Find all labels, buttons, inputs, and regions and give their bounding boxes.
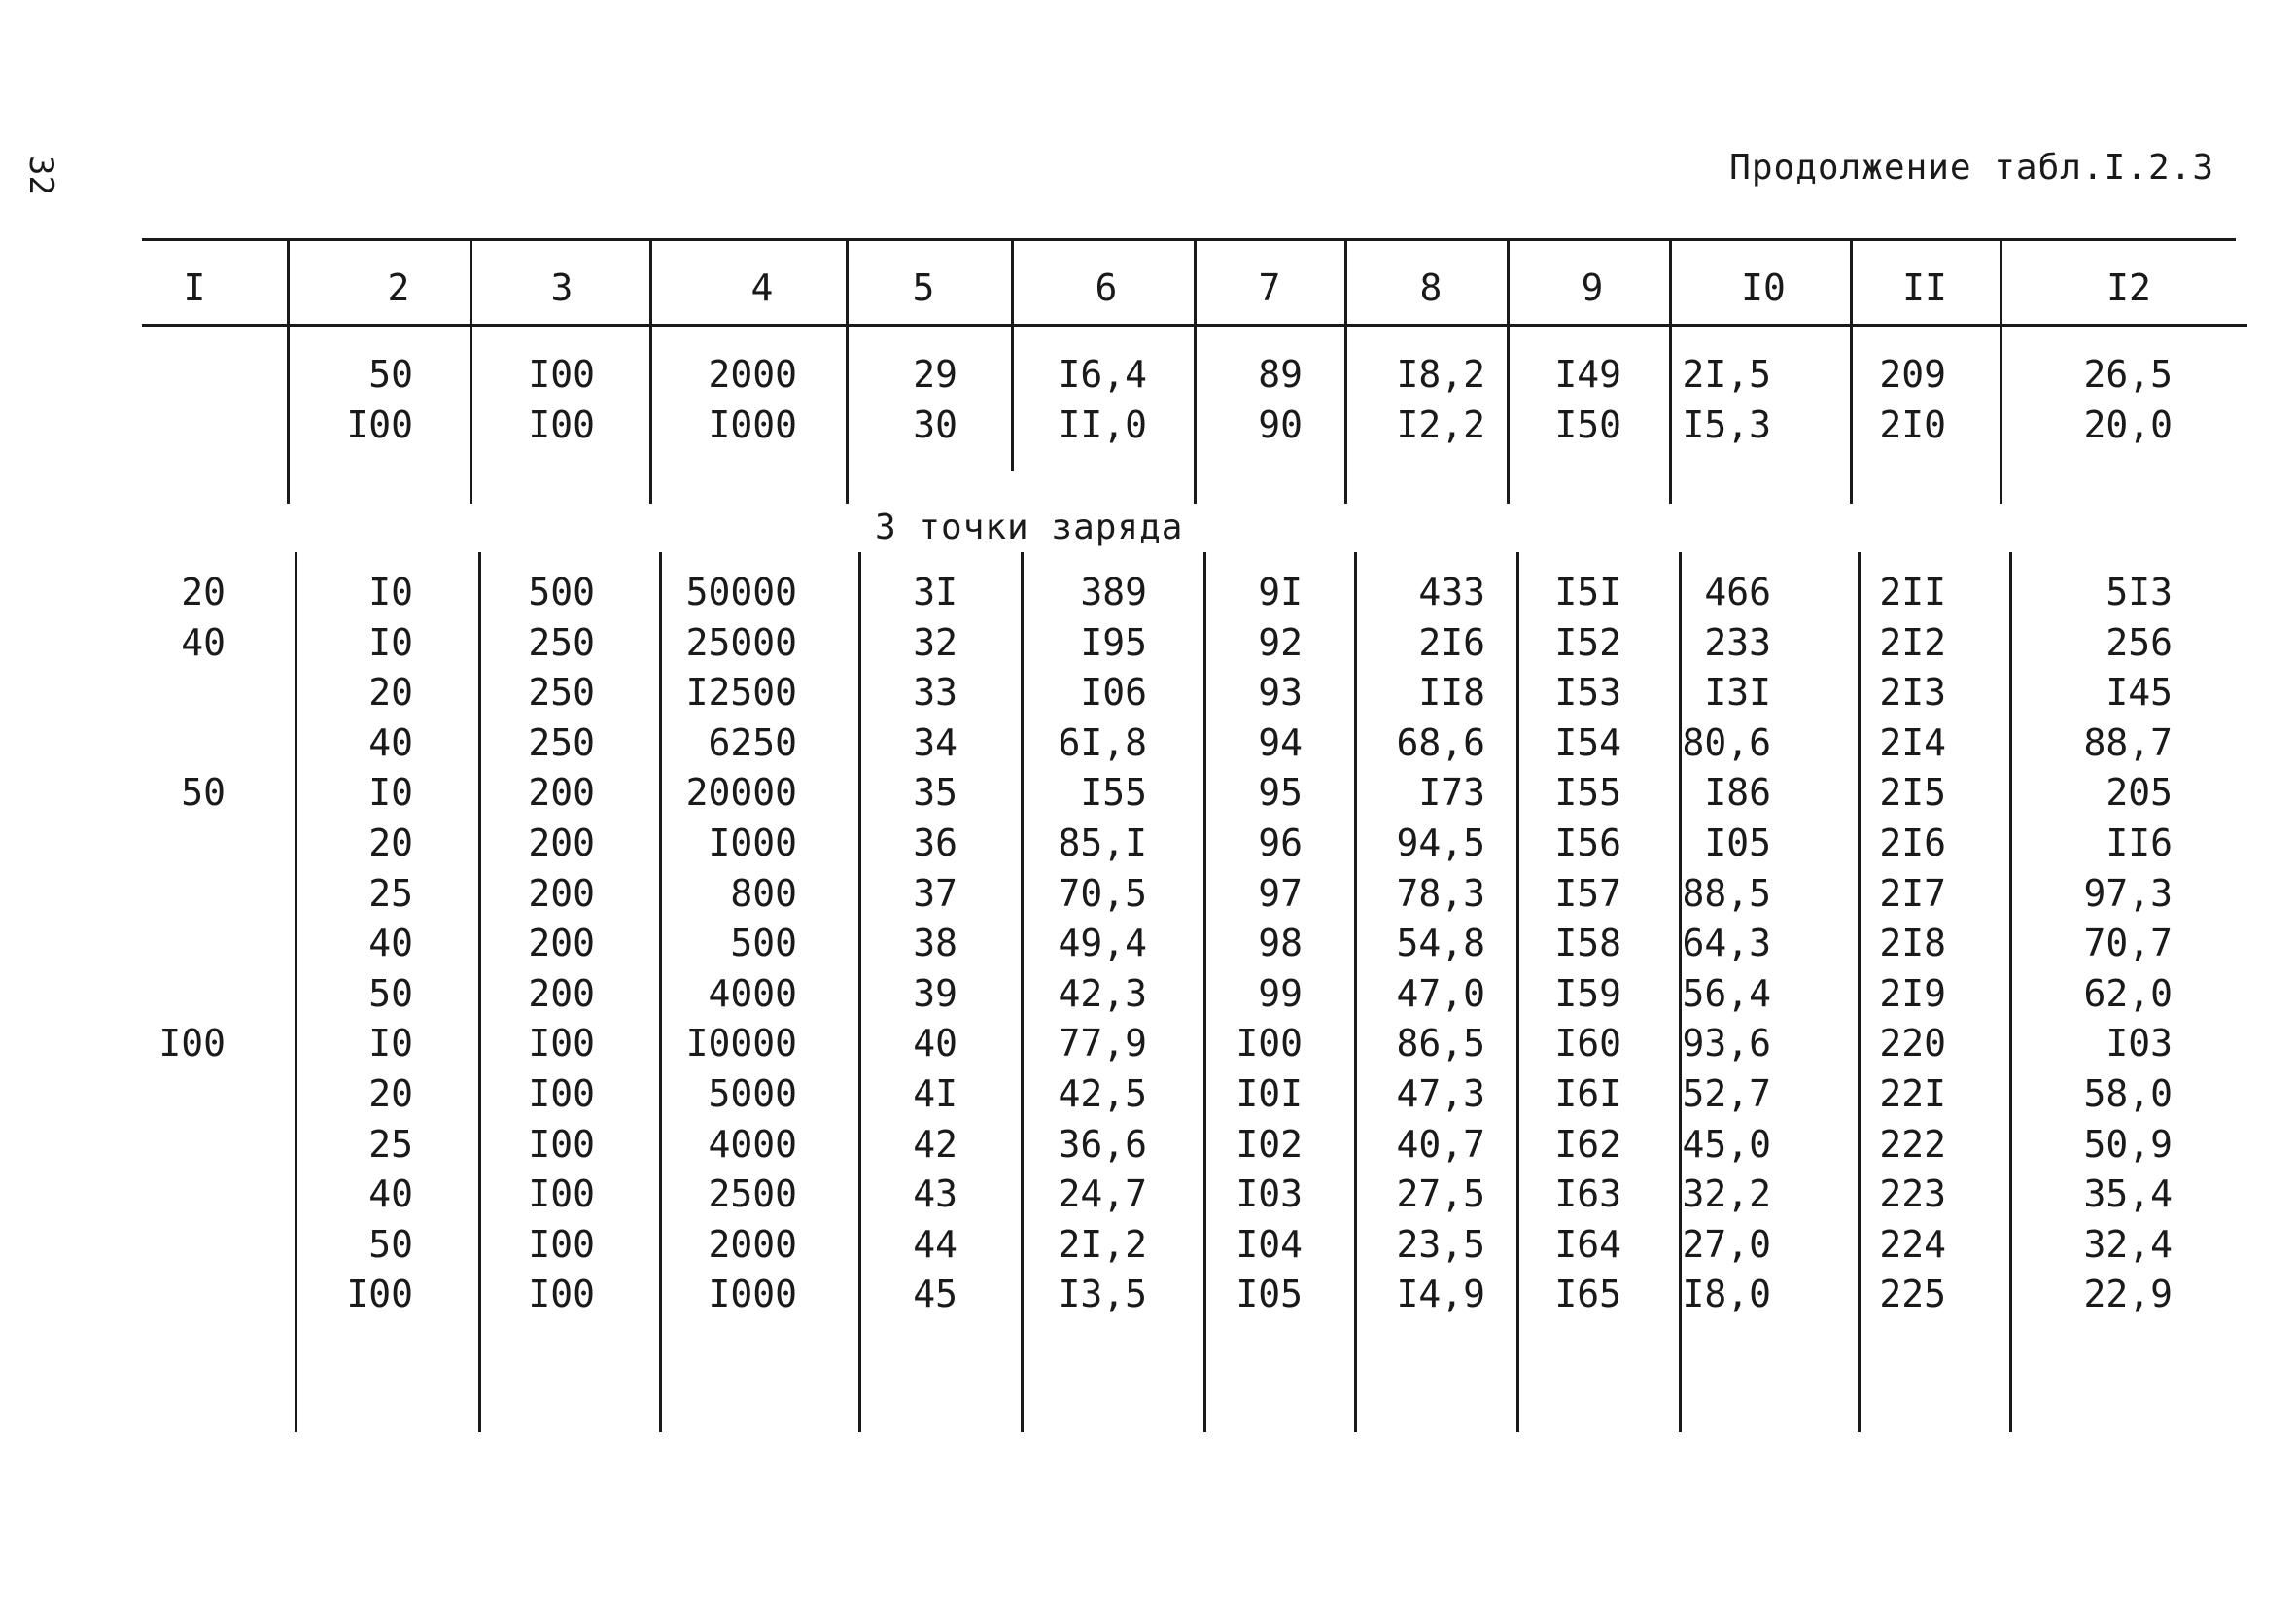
table-cell: 70,5 <box>1058 871 1147 915</box>
table-cell: I0 <box>368 620 413 664</box>
table-cell: 30 <box>913 403 957 446</box>
table-cell: I000 <box>708 821 797 864</box>
table-cell: I0000 <box>685 1022 797 1066</box>
table-cell: 4000 <box>708 1122 797 1166</box>
table-cell: 39 <box>913 971 957 1015</box>
table-cell: I00 <box>528 1273 595 1316</box>
header-cell: I <box>183 266 206 309</box>
table-cell: I57 <box>1554 871 1621 915</box>
table-cell: I55 <box>1080 771 1147 815</box>
table-cell: II6 <box>2105 821 2173 864</box>
table-cell: 34 <box>913 720 957 764</box>
table-cell: 42,5 <box>1058 1072 1147 1115</box>
table-cell: 2000 <box>708 1222 797 1266</box>
table-cell: 35,4 <box>2083 1172 2173 1216</box>
table-cell: I8,0 <box>1682 1273 1771 1316</box>
table-cell: 52,7 <box>1682 1072 1771 1115</box>
table-top-rule <box>142 238 2236 241</box>
table-cell: 200 <box>528 922 595 965</box>
table-cell: 2I0 <box>1879 403 1946 446</box>
table-cell: 70,7 <box>2083 922 2173 965</box>
table-cell: I2500 <box>685 671 797 715</box>
table-cell: I0 <box>368 771 413 815</box>
table-cell: I04 <box>1235 1222 1303 1266</box>
table-cell: 20 <box>368 671 413 715</box>
table-cell: I8,2 <box>1396 353 1485 396</box>
table-cell: 200 <box>528 771 595 815</box>
table-cell: I00 <box>1235 1022 1303 1066</box>
table-cell: 2000 <box>708 353 797 396</box>
table-cell: I03 <box>1235 1172 1303 1216</box>
table-cell: 222 <box>1879 1122 1946 1166</box>
column-divider <box>1203 552 1206 1432</box>
table-cell: I49 <box>1554 353 1621 396</box>
header-cell: 6 <box>1095 266 1118 309</box>
table-cell: I00 <box>346 1273 413 1316</box>
table-cell: I50 <box>1554 403 1621 446</box>
table-cell: 500 <box>528 571 595 613</box>
table-caption: Продолжение табл.I.2.3 <box>1729 148 2214 188</box>
table-cell: I2,2 <box>1396 403 1485 446</box>
table-cell: I05 <box>1235 1273 1303 1316</box>
table-cell: 223 <box>1879 1172 1946 1216</box>
table-cell: 25000 <box>685 620 797 664</box>
table-cell: 99 <box>1258 971 1303 1015</box>
table-cell: I000 <box>708 1273 797 1316</box>
table-cell: 35 <box>913 771 957 815</box>
table-cell: I00 <box>528 1022 595 1066</box>
table-cell: 800 <box>730 871 797 915</box>
header-cell: 2 <box>387 266 410 309</box>
table-cell: II,0 <box>1058 403 1147 446</box>
table-cell: 20000 <box>685 771 797 815</box>
header-cell: II <box>1902 266 1947 309</box>
table-cell: I52 <box>1554 620 1621 664</box>
table-cell: I00 <box>528 353 595 396</box>
table-cell: I64 <box>1554 1222 1621 1266</box>
column-divider <box>295 552 297 1432</box>
table-cell: 433 <box>1418 571 1485 613</box>
table-cell: 40 <box>913 1022 957 1066</box>
table-cell: 2I5 <box>1879 771 1946 815</box>
table-cell: 4I <box>913 1072 957 1115</box>
table-cell: 26,5 <box>2083 353 2173 396</box>
column-divider <box>2009 552 2012 1432</box>
table-cell: 20,0 <box>2083 403 2173 446</box>
table-cell: I60 <box>1554 1022 1621 1066</box>
table-cell: 97 <box>1258 871 1303 915</box>
table-cell: I58 <box>1554 922 1621 965</box>
column-divider <box>1858 552 1861 1432</box>
header-cell: I2 <box>2106 266 2151 309</box>
table-cell: 2I9 <box>1879 971 1946 1015</box>
table-cell: 32,4 <box>2083 1222 2173 1266</box>
table-cell: 2I3 <box>1879 671 1946 715</box>
table-cell: I6I <box>1554 1072 1621 1115</box>
table-cell: I00 <box>528 1172 595 1216</box>
table-cell: 88,7 <box>2083 720 2173 764</box>
table-cell: I55 <box>1554 771 1621 815</box>
table-cell: 2500 <box>708 1172 797 1216</box>
table-cell: 33 <box>913 671 957 715</box>
column-divider <box>1516 552 1519 1432</box>
table-cell: 27,5 <box>1396 1172 1485 1216</box>
table-cell: 2I4 <box>1879 720 1946 764</box>
table-cell: 2I7 <box>1879 871 1946 915</box>
table-cell: 2I6 <box>1418 620 1485 664</box>
table-cell: 93,6 <box>1682 1022 1771 1066</box>
table-cell: 200 <box>528 821 595 864</box>
table-cell: I05 <box>1704 821 1771 864</box>
column-divider <box>1679 552 1682 1432</box>
table-cell: 4000 <box>708 971 797 1015</box>
table-cell: 47,3 <box>1396 1072 1485 1115</box>
table-cell: I63 <box>1554 1172 1621 1216</box>
table-cell: I0 <box>368 571 413 613</box>
header-cell: 3 <box>550 266 574 309</box>
table-cell: 22I <box>1879 1072 1946 1115</box>
table-cell: I00 <box>158 1022 226 1066</box>
table-cell: 50 <box>368 353 413 396</box>
table-cell: 20 <box>181 571 226 613</box>
table-cell: 92 <box>1258 620 1303 664</box>
section-label: 3 точки заряда <box>875 507 1184 547</box>
table-cell: I0I <box>1235 1072 1303 1115</box>
table-cell: I95 <box>1080 620 1147 664</box>
table-cell: 224 <box>1879 1222 1946 1266</box>
table-cell: I3I <box>1704 671 1771 715</box>
table-cell: 250 <box>528 720 595 764</box>
table-cell: 37 <box>913 871 957 915</box>
table-cell: 77,9 <box>1058 1022 1147 1066</box>
table-cell: 256 <box>2105 620 2173 664</box>
table-cell: 389 <box>1080 571 1147 613</box>
table-cell: 32 <box>913 620 957 664</box>
column-divider <box>1194 239 1197 504</box>
table-cell: 43 <box>913 1172 957 1216</box>
table-cell: 250 <box>528 620 595 664</box>
table-cell: 93 <box>1258 671 1303 715</box>
column-divider <box>1669 239 1672 504</box>
table-cell: I00 <box>528 1222 595 1266</box>
column-divider <box>659 552 662 1432</box>
table-cell: 200 <box>528 971 595 1015</box>
table-cell: I53 <box>1554 671 1621 715</box>
table-cell: 36,6 <box>1058 1122 1147 1166</box>
table-cell: 94 <box>1258 720 1303 764</box>
table-cell: I45 <box>2105 671 2173 715</box>
table-cell: I54 <box>1554 720 1621 764</box>
table-cell: I56 <box>1554 821 1621 864</box>
table-cell: I02 <box>1235 1122 1303 1166</box>
table-cell: 2I6 <box>1879 821 1946 864</box>
column-divider <box>846 239 849 504</box>
table-cell: 47,0 <box>1396 971 1485 1015</box>
table-cell: 44 <box>913 1222 957 1266</box>
table-cell: 42 <box>913 1122 957 1166</box>
table-cell: I59 <box>1554 971 1621 1015</box>
table-cell: 250 <box>528 671 595 715</box>
table-cell: 205 <box>2105 771 2173 815</box>
table-cell: 9I <box>1258 571 1303 613</box>
table-cell: 233 <box>1704 620 1771 664</box>
column-divider <box>649 239 652 504</box>
table-cell: 24,7 <box>1058 1172 1147 1216</box>
header-cell: 8 <box>1419 266 1443 309</box>
header-cell: 9 <box>1581 266 1604 309</box>
table-cell: 95 <box>1258 771 1303 815</box>
table-cell: 2I2 <box>1879 620 1946 664</box>
table-cell: 97,3 <box>2083 871 2173 915</box>
column-divider <box>1011 239 1014 471</box>
table-cell: 94,5 <box>1396 821 1485 864</box>
table-cell: 50 <box>368 1222 413 1266</box>
table-cell: I65 <box>1554 1273 1621 1316</box>
table-cell: 2I,5 <box>1682 353 1771 396</box>
table-cell: I5I <box>1554 571 1621 613</box>
table-cell: I86 <box>1704 771 1771 815</box>
table-cell: 2I8 <box>1879 922 1946 965</box>
header-cell: 7 <box>1258 266 1281 309</box>
table-cell: 3I <box>913 571 957 613</box>
table-cell: 29 <box>913 353 957 396</box>
table-cell: I62 <box>1554 1122 1621 1166</box>
table-cell: 88,5 <box>1682 871 1771 915</box>
table-cell: 2II <box>1879 571 1946 613</box>
table-cell: 32,2 <box>1682 1172 1771 1216</box>
table-cell: 25 <box>368 1122 413 1166</box>
table-cell: 40,7 <box>1396 1122 1485 1166</box>
table-cell: 50 <box>181 771 226 815</box>
column-divider <box>1354 552 1357 1432</box>
table-cell: 36 <box>913 821 957 864</box>
table-cell: I03 <box>2105 1022 2173 1066</box>
table-cell: 58,0 <box>2083 1072 2173 1115</box>
table-cell: II8 <box>1418 671 1485 715</box>
table-cell: 62,0 <box>2083 971 2173 1015</box>
table-cell: I00 <box>528 403 595 446</box>
table-cell: 42,3 <box>1058 971 1147 1015</box>
table-cell: 20 <box>368 1072 413 1115</box>
table-cell: 209 <box>1879 353 1946 396</box>
table-cell: 49,4 <box>1058 922 1147 965</box>
column-divider <box>470 239 472 504</box>
table-cell: I0 <box>368 1022 413 1066</box>
table-cell: 96 <box>1258 821 1303 864</box>
table-cell: 80,6 <box>1682 720 1771 764</box>
column-divider <box>1507 239 1510 504</box>
table-cell: I06 <box>1080 671 1147 715</box>
table-cell: 22,9 <box>2083 1273 2173 1316</box>
table-cell: I73 <box>1418 771 1485 815</box>
table-cell: 89 <box>1258 353 1303 396</box>
table-cell: 64,3 <box>1682 922 1771 965</box>
column-divider <box>858 552 861 1432</box>
column-divider <box>2000 239 2002 504</box>
page-number: 32 <box>21 156 60 195</box>
table-cell: 500 <box>730 922 797 965</box>
table-cell: I3,5 <box>1058 1273 1147 1316</box>
table-cell: 78,3 <box>1396 871 1485 915</box>
table-cell: I000 <box>708 403 797 446</box>
table-cell: 40 <box>368 922 413 965</box>
table-cell: 225 <box>1879 1273 1946 1316</box>
table-cell: 50,9 <box>2083 1122 2173 1166</box>
header-cell: 4 <box>750 266 774 309</box>
table-cell: 220 <box>1879 1022 1946 1066</box>
table-cell: 38 <box>913 922 957 965</box>
column-divider <box>478 552 481 1432</box>
table-cell: 20 <box>368 821 413 864</box>
table-cell: 45,0 <box>1682 1122 1771 1166</box>
table-cell: 23,5 <box>1396 1222 1485 1266</box>
table-cell: 2I,2 <box>1058 1222 1147 1266</box>
table-cell: 90 <box>1258 403 1303 446</box>
column-divider <box>1021 552 1024 1432</box>
table-cell: I5,3 <box>1682 403 1771 446</box>
table-cell: I00 <box>528 1072 595 1115</box>
table-cell: 45 <box>913 1273 957 1316</box>
table-cell: 40 <box>368 1172 413 1216</box>
column-divider <box>1344 239 1347 504</box>
table-cell: I00 <box>528 1122 595 1166</box>
table-cell: 25 <box>368 871 413 915</box>
table-cell: I6,4 <box>1058 353 1147 396</box>
table-cell: 40 <box>181 620 226 664</box>
table-cell: 6I,8 <box>1058 720 1147 764</box>
table-cell: 56,4 <box>1682 971 1771 1015</box>
table-cell: 5000 <box>708 1072 797 1115</box>
table-cell: 40 <box>368 720 413 764</box>
table-cell: 200 <box>528 871 595 915</box>
table-cell: 5I3 <box>2105 571 2173 613</box>
table-cell: 50000 <box>685 571 797 613</box>
table-cell: I4,9 <box>1396 1273 1485 1316</box>
header-cell: 5 <box>912 266 935 309</box>
table-cell: 86,5 <box>1396 1022 1485 1066</box>
header-cell: I0 <box>1741 266 1786 309</box>
table-cell: 27,0 <box>1682 1222 1771 1266</box>
table-cell: 98 <box>1258 922 1303 965</box>
table-cell: 466 <box>1704 571 1771 613</box>
table-cell: 50 <box>368 971 413 1015</box>
table-cell: 85,I <box>1058 821 1147 864</box>
table-cell: 54,8 <box>1396 922 1485 965</box>
column-divider <box>1850 239 1853 504</box>
table-cell: 68,6 <box>1396 720 1485 764</box>
table-cell: 6250 <box>708 720 797 764</box>
table-cell: I00 <box>346 403 413 446</box>
column-divider <box>287 239 290 504</box>
